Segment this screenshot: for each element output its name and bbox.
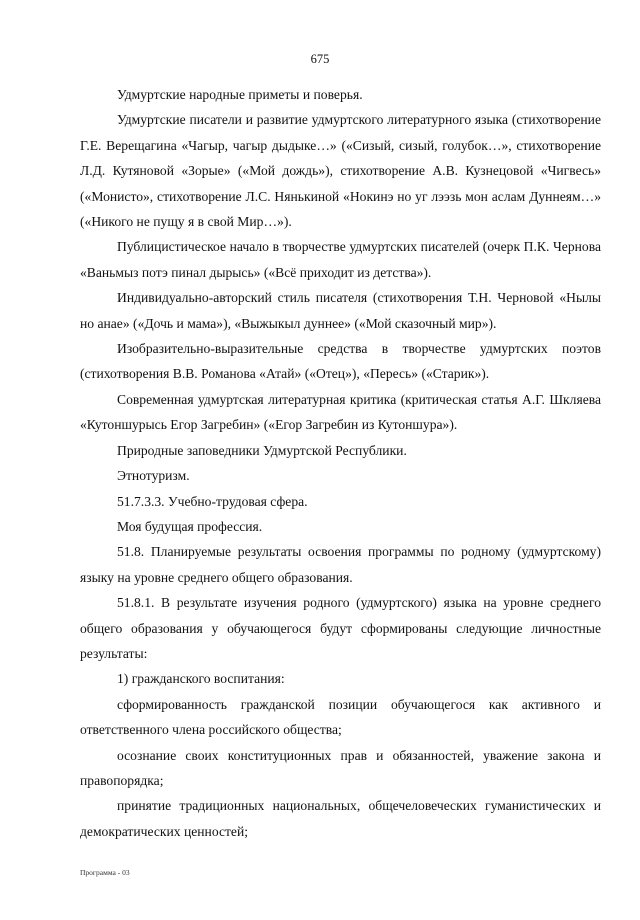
paragraph-literary-criticism: Современная удмуртская литературная критика (критическая статья А.Г. Шкляева «Кутоншурысь Егор Загребин» («Егор Загребин из Кутоншура»).	[80, 391, 601, 433]
paragraph-expressive-means: Изобразительно-выразительные средства в творчестве удмуртских поэтов (стихотворения В.В. Романова «Атай» («Отец»), «Пересь» («Старик»).	[80, 341, 601, 382]
body-text	[80, 82, 601, 844]
footer-note: Программа - 03	[80, 868, 130, 877]
paragraph-nature-reserves: Природные заповедники Удмуртской Республики.	[117, 442, 407, 458]
paragraph-ethnotourism: Этнотуризм.	[117, 468, 190, 484]
paragraph-constitutional-rights: осознание своих конституционных прав и обязанностей, уважение закона и правопорядка;	[80, 747, 601, 788]
paragraph-section-51-8-1: 51.8.1. В результате изучения родного (удмуртского) языка на уровне среднего общего образования у обучающегося будут сформированы следующие личностные результаты:	[80, 595, 601, 661]
paragraph-civic-education: 1) гражданского воспитания:	[117, 671, 285, 687]
page-number: 675	[310, 52, 330, 66]
paragraph-udmurt-writers: Удмуртские писатели и развитие удмуртского литературного языка (стихотворение Г.Е. Верещагина «Чагыр, чагыр дыдыке…» («Сизый, сизый, голубок…», стихотворение Л.Д. Кутяновой «Зорые» («Мой дождь»), стихотворение А.В. Кузнецовой «Чигвесь» («Монисто», стихотворение Л.С. Нянькиной «Нокинэ но уг лээзь мон аслам Дуннеям…» («Никого не пущу я в свой Мир…»).	[80, 112, 601, 230]
paragraph-section-51-7-3-3: 51.7.3.3. Учебно-трудовая сфера.	[117, 493, 308, 509]
paragraph-folk-omens: Удмуртские народные приметы и поверья.	[117, 87, 363, 102]
paragraph-traditional-values: принятие традиционных национальных, общечеловеческих гуманистических и демократических ценностей;	[80, 798, 601, 839]
paragraph-civic-position: сформированность гражданской позиции обучающегося как активного и ответственного члена российского общества;	[80, 696, 601, 738]
paragraph-publicistic: Публицистическое начало в творчестве удмуртских писателей (очерк П.К. Чернова «Ваньмыз потэ пинал дырысь» («Всё приходит из детства»).	[80, 239, 601, 280]
paragraph-author-style: Индивидуально-авторский стиль писателя (стихотворения Т.Н. Черновой «Нылы но анае» («Дочь и мама»), «Выжыкыл дуннее» («Мой сказочный мир»).	[80, 290, 601, 331]
paragraph-future-profession: Моя будущая профессия.	[117, 518, 263, 534]
paragraph-section-51-8: 51.8. Планируемые результаты освоения программы по родному (удмуртскому) языку на уровне среднего общего образования.	[80, 544, 601, 585]
